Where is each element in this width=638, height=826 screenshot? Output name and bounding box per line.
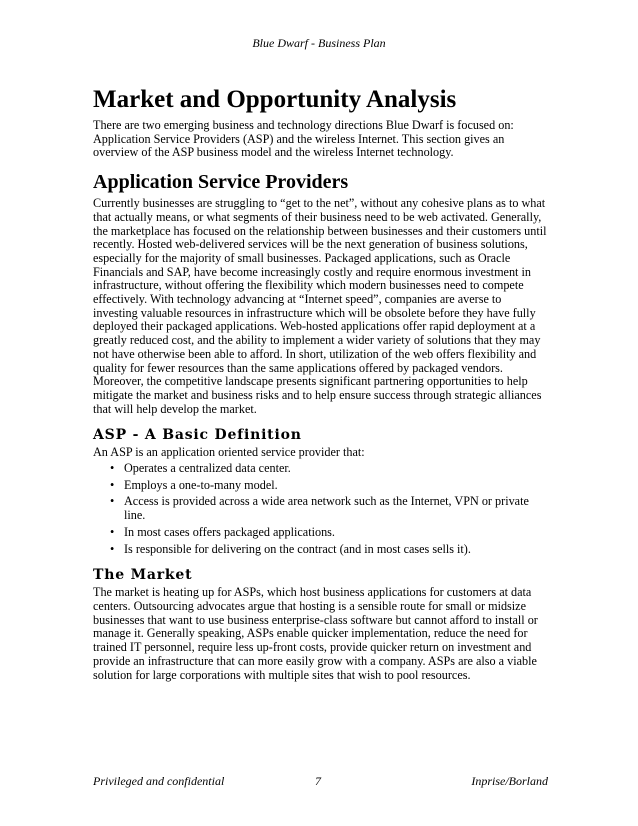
list-item	[93, 462, 548, 476]
bullet-icon: •	[110, 461, 115, 476]
definition-intro: An ASP is an application oriented service provider that:	[93, 445, 365, 460]
market-heading: The Market	[93, 567, 193, 584]
list-item-text: Operates a centralized data center.	[124, 461, 291, 476]
list-item	[93, 526, 548, 540]
bullet-icon: •	[110, 524, 115, 539]
footer-company: Inprise/Borland	[471, 774, 548, 788]
list-item	[93, 479, 548, 493]
definition-list	[93, 462, 548, 556]
intro-paragraph: There are two emerging business and technology directions Blue Dwarf is focused on: Application Service Providers (ASP) and the wireless Internet. This section gives an overview of the ASP business model and the wireless Internet technology.	[93, 118, 514, 160]
list-item	[93, 495, 548, 522]
bullet-icon: •	[110, 494, 115, 509]
bullet-icon: •	[110, 477, 115, 492]
asp-paragraph: Currently businesses are struggling to “get to the net”, without any cohesive plans as to what that actually means, or what segments of their business need to be web activated. Generally, the marketplace has focused on the relationship between businesses and their customers until recently. Hosted web-delivered services will be the next generation of business solutions, especially for the majority of small businesses. Packaged applications, such as Oracle Financials and SAP, have become increasingly costly and require enormous investment in infrastructure, without offering the flexibility which modern businesses need to compete effectively. With technology advancing at “Internet speed”, companies are averse to investing valuable resources in infrastructure which will be obsolete before they have fully deployed their packaged applications. Web-hosted applications offer rapid deployment at a greatly reduced cost, and the ability to implement a wider variety of solutions that they may not have otherwise been able to afford. In short, utilization of the web offers flexibility and quality for fewer resources than the same applications offered by packaged vendors. Moreover, the competitive landscape presents significant partnering opportunities to help mitigate the market and business risks and to help ensure success through strategic alliances that will help develop the market.	[93, 196, 547, 416]
page-number: 7	[315, 774, 321, 788]
bullet-icon: •	[110, 541, 115, 556]
list-item-text: Access is provided across a wide area network such as the Internet, VPN or private line.	[124, 494, 529, 523]
page-content	[93, 85, 548, 682]
footer-confidential: Privileged and confidential	[93, 774, 225, 788]
section-title: Market and Opportunity Analysis	[93, 86, 457, 113]
page-header: Blue Dwarf - Business Plan	[252, 36, 386, 50]
market-paragraph: The market is heating up for ASPs, which host business applications for customers at data centers. Outsourcing advocates argue that hosting is a sensible route for small or midsize businesses that want to use business enterprise-class software but cannot afford to install or manage it. Generally speaking, ASPs enable quicker implementation, reduce the need for trained IT personnel, require less up-front costs, provide quicker return on investment and provide an infrastructure that can more easily grow with a company. ASPs are also a viable solution for large corporations with multiple sites that wish to pool resources.	[93, 585, 538, 682]
definition-heading: ASP - A Basic Definition	[93, 427, 302, 444]
asp-heading: Application Service Providers	[93, 171, 349, 194]
list-item-text: Employs a one-to-many model.	[124, 477, 278, 492]
list-item-text: In most cases offers packaged applications.	[124, 524, 335, 539]
list-item-text: Is responsible for delivering on the contract (and in most cases sells it).	[124, 541, 471, 556]
list-item	[93, 543, 548, 557]
